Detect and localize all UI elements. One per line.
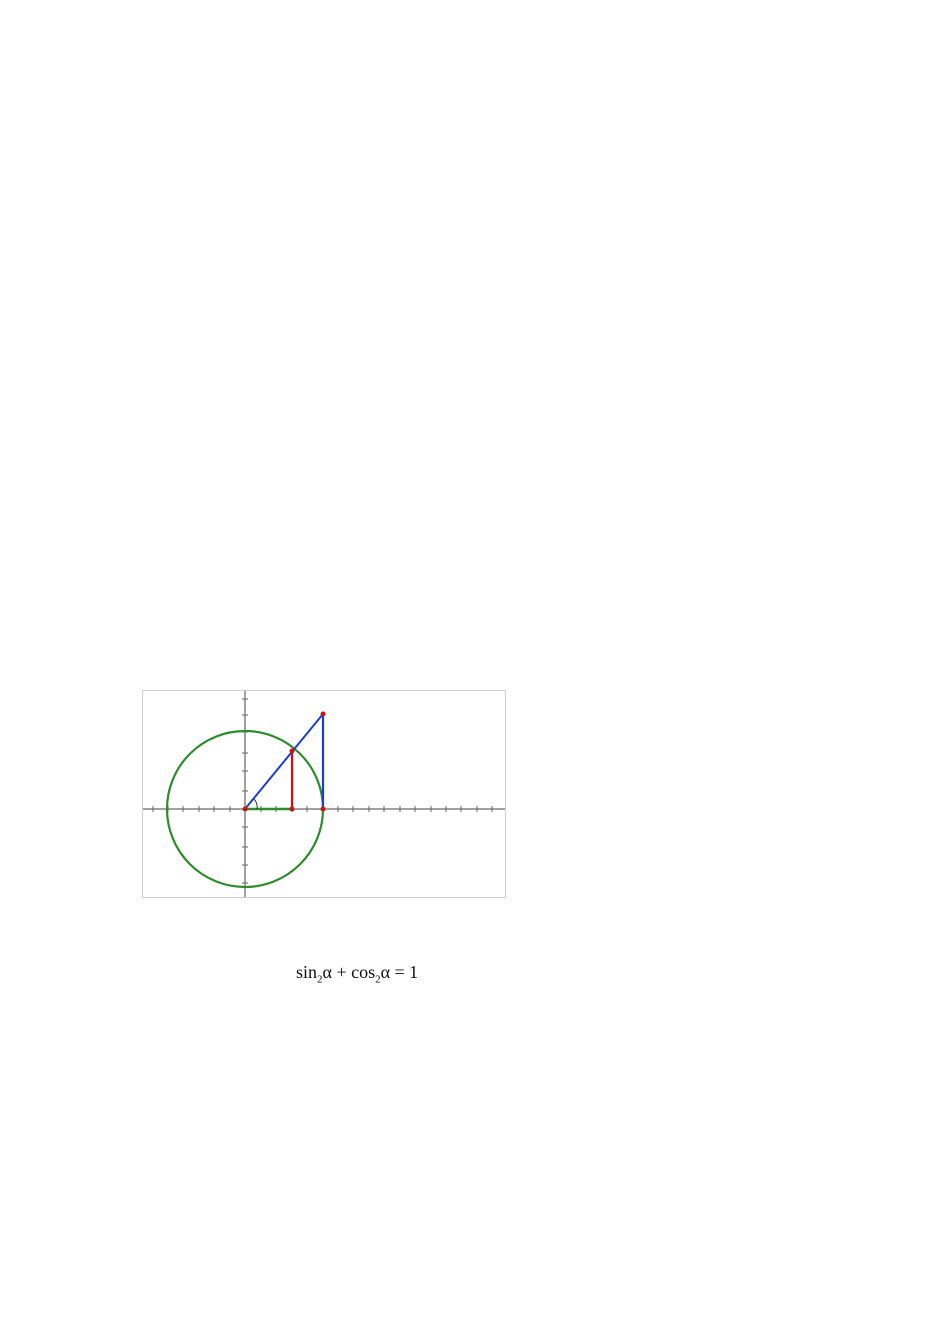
trig-lines-diagram xyxy=(143,691,505,897)
point-T xyxy=(321,712,326,717)
point-A xyxy=(321,807,326,812)
point-P xyxy=(290,749,295,754)
angle-arc xyxy=(254,799,257,809)
point-O xyxy=(243,807,248,812)
trig-lines-figure xyxy=(142,690,506,898)
point-M xyxy=(290,807,295,812)
square-relation-formula: $\sin_2\alpha + \cos_2\alpha = 1$ xyxy=(296,962,419,986)
terminal-side-line xyxy=(245,714,323,809)
